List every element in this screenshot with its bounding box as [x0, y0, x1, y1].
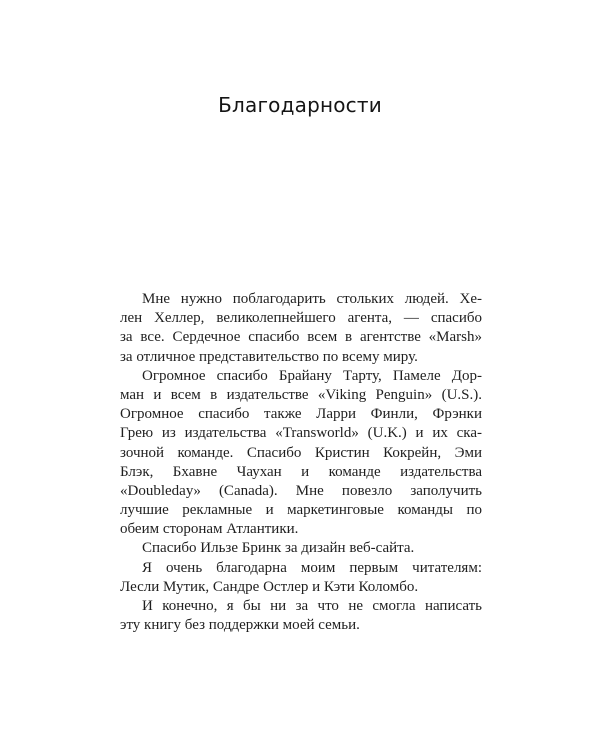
text-line: Я очень благодарна моим первым читателям: — [142, 559, 482, 576]
text-line: обеим сторонам Атлантики. — [120, 521, 299, 538]
text-line: Блэк, Бхавне Чаухан и команде издательства — [120, 463, 482, 480]
paragraph — [120, 367, 482, 540]
paragraph — [120, 559, 482, 597]
text-line: лучшие рекламные и маркетинговые команды по — [120, 502, 482, 519]
text-line: за все. Сердечное спасибо всем в агентстве «Marsh» — [120, 329, 482, 346]
text-line: Грею из издательства «Transworld» (U.K.) и их ска- — [120, 425, 482, 442]
acknowledgements-body — [120, 290, 482, 635]
text-line: Лесли Мутик, Сандре Остлер и Кэти Коломбо. — [120, 578, 419, 595]
paragraph — [120, 597, 482, 635]
text-line: И конечно, я бы ни за что не смогла написать — [142, 598, 482, 614]
text-line: за отличное представительство по всему миру. — [120, 348, 418, 365]
text-line: эту книгу без поддержки моей семьи. — [120, 617, 360, 634]
paragraph — [120, 539, 482, 558]
text-line: зочной команде. Спасибо Кристин Кокрейн, Эми — [120, 444, 482, 461]
text-line: Мне нужно поблагодарить стольких людей. Хе- — [142, 291, 482, 307]
paragraph — [120, 290, 482, 367]
text-line: «Doubleday» (Canada). Мне повезло заполучить — [120, 482, 482, 499]
text-line: Спасибо Ильзе Бринк за дизайн веб-сайта. — [142, 540, 415, 557]
text-line: Огромное спасибо Брайану Тарту, Памеле Дор- — [142, 367, 482, 384]
page-title: Благодарности — [218, 93, 382, 117]
text-line: ман и всем в издательстве «Viking Penguin» (U.S.). — [120, 386, 482, 403]
text-line: лен Хеллер, великолепнейшего агента, — спасибо — [120, 310, 482, 327]
text-line: Огромное спасибо также Ларри Финли, Фрэнки — [120, 406, 482, 423]
